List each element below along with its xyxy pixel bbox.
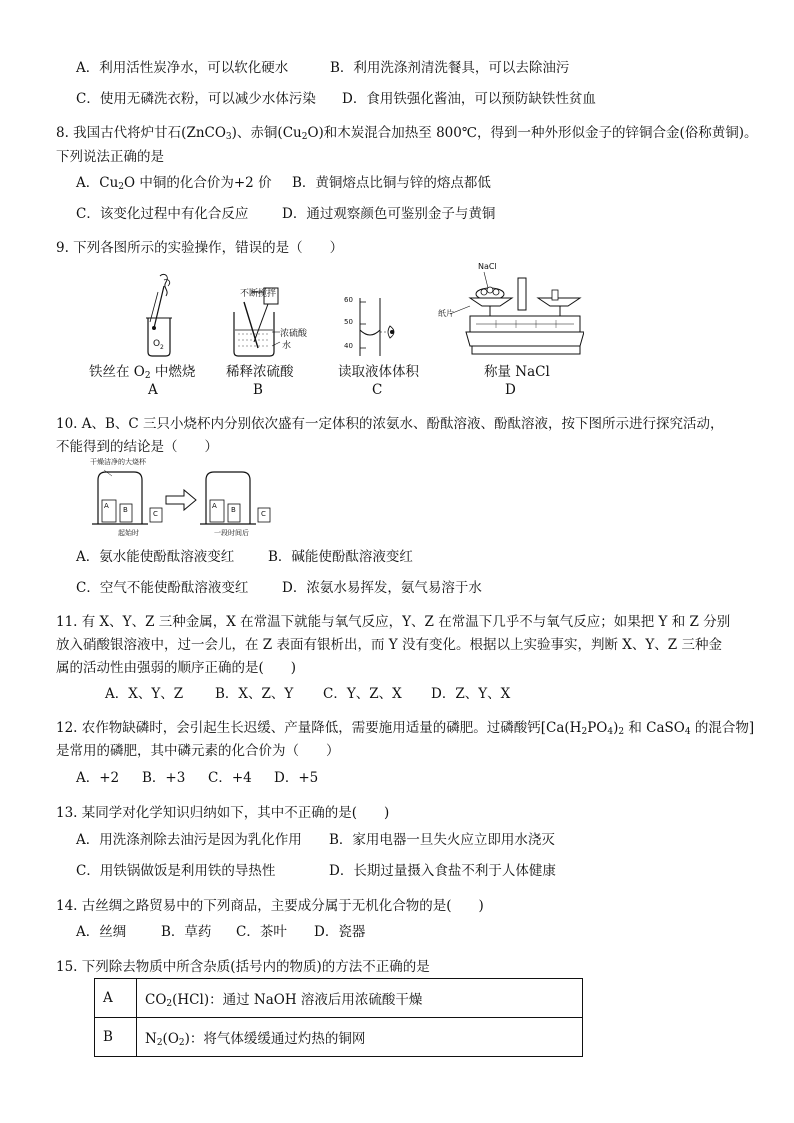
- q10-fig-b1: B: [123, 506, 128, 514]
- q14-option-d: D．瓷器: [314, 924, 366, 940]
- fig-b-letter: B: [253, 382, 263, 398]
- q11-option-d: D．Z、Y、X: [431, 686, 511, 702]
- q8-option-c: C．该变化过程中有化合反应: [76, 206, 249, 222]
- q10-stem-line1: 10. A、B、C 三只小烧杯内分别依次盛有一定体积的浓氨水、酚酞溶液、酚酞溶液，按下图所示进行探究活动，: [56, 416, 724, 432]
- q14-option-a: A．丝绸: [76, 924, 127, 940]
- fig-b-acid-label: 浓硫酸: [280, 329, 308, 339]
- q13-stem: 13. 某同学对化学知识归纳如下，其中不正确的是( ): [56, 805, 390, 821]
- q8-stem-line1: 8. 我国古代将炉甘石(ZnCO$_3$)、赤铜$(Cu_2O)$和木炭混合加热至 800℃，得到一种外形似金子的锌铜合金(俗称黄铜)。: [56, 125, 758, 142]
- read-liquid-volume-figure: [346, 294, 406, 358]
- q10-fig-c2: C: [261, 510, 266, 518]
- q15-row-b-method: $N_2(O_2)$：将气体缓缓通过灼热的铜网: [137, 1018, 583, 1057]
- fig-c-tick-60: 60: [344, 296, 353, 304]
- fig-a-label: 铁丝在 $O_2$ 中燃烧: [89, 364, 196, 381]
- q11-option-b: B．X、Z、Y: [215, 686, 294, 702]
- q9-stem: 9. 下列各图所示的实验操作，错误的是（ ）: [56, 240, 344, 256]
- q10-fig-a1: A: [104, 502, 109, 510]
- q12-option-c: C．+4: [208, 770, 252, 786]
- q7-option-c: C．使用无磷洗衣粉，可以减少水体污染: [76, 91, 316, 107]
- q12-stem-line1: 12. 农作物缺磷时，会引起生长迟缓、产量降低，需要施用适量的磷肥。过磷酸钙[$Ca(H_2PO_4)_2$ 和 CaSO$_4$ 的混合物]: [56, 720, 755, 737]
- fig-a-letter: A: [148, 382, 158, 398]
- q11-stem-line2: 放入硝酸银溶液中，过一会儿，在 Z 表面有银析出，而 Y 没有变化。根据以上实验事实，判断 X、Y、Z 三种金: [56, 637, 722, 653]
- q11-option-a: A．X、Y、Z: [105, 686, 184, 702]
- table-row: [95, 979, 583, 1018]
- q14-stem: 14. 古丝绸之路贸易中的下列商品，主要成分属于无机化合物的是( ): [56, 898, 484, 914]
- q10-fig-b2: B: [231, 506, 236, 514]
- q13-option-d: D．长期过量摄入食盐不利于人体健康: [329, 863, 556, 879]
- q15-stem: 15. 下列除去物质中所含杂质(括号内的物质)的方法不正确的是: [56, 959, 430, 975]
- q14-option-b: B．草药: [161, 924, 212, 940]
- q10-fig-later-label: 一段时间后: [214, 529, 249, 537]
- q8-option-a: A．$Cu_2O$ 中铜的化合价为+2 价: [76, 175, 272, 192]
- fig-d-letter: D: [505, 382, 516, 398]
- q11-stem-line3: 属的活动性由强弱的顺序正确的是( ): [56, 660, 297, 676]
- q8-option-d: D．通过观察颜色可鉴别金子与黄铜: [282, 206, 496, 222]
- q15-options-table: [94, 978, 583, 1057]
- q12-option-d: D．+5: [274, 770, 319, 786]
- fig-d-paper-label: 纸片: [438, 309, 454, 318]
- svg-text:O: O: [153, 339, 161, 349]
- fig-d-nacl-label: NaCl: [478, 262, 497, 271]
- q10-stem-line2: 不能得到的结论是（ ）: [56, 439, 218, 455]
- q10-option-b: B．碱能使酚酞溶液变红: [268, 549, 413, 565]
- q10-fig-top-label: 干燥洁净的大烧杯: [90, 458, 146, 466]
- q14-option-c: C．茶叶: [236, 924, 287, 940]
- q10-fig-start-label: 起始时: [118, 529, 139, 537]
- fig-b-label: 稀释浓硫酸: [226, 364, 294, 380]
- q7-option-d: D．食用铁强化酱油，可以预防缺铁性贫血: [342, 91, 596, 107]
- weigh-nacl-balance-figure: [436, 262, 584, 360]
- q15-row-b-key: B: [95, 1018, 137, 1057]
- q10-fig-a2: A: [212, 502, 217, 510]
- iron-wire-combustion-figure: [134, 272, 184, 358]
- q10-option-d: D．浓氨水易挥发，氨气易溶于水: [282, 580, 482, 596]
- q13-option-c: C．用铁锅做饭是利用铁的导热性: [76, 863, 276, 879]
- fig-c-tick-50: 50: [344, 318, 353, 326]
- q12-stem-line2: 是常用的磷肥，其中磷元素的化合价为（ ）: [56, 743, 340, 759]
- q13-option-b: B．家用电器一旦失火应立即用水浇灭: [329, 832, 555, 848]
- q10-option-a: A．氨水能使酚酞溶液变红: [76, 549, 235, 565]
- q12-option-a: A．+2: [76, 770, 120, 786]
- q11-option-c: C．Y、Z、X: [323, 686, 402, 702]
- fig-c-tick-40: 40: [344, 342, 353, 350]
- fig-d-label: 称量 NaCl: [484, 364, 550, 380]
- fig-c-letter: C: [372, 382, 383, 398]
- fig-b-water-label: 水: [282, 341, 292, 351]
- svg-text:2: 2: [160, 344, 164, 351]
- fig-b-stir-label: 不断搅拌: [240, 289, 277, 299]
- q15-row-a-key: A: [95, 979, 137, 1018]
- q13-option-a: A．用洗涤剂除去油污是因为乳化作用: [76, 832, 302, 848]
- q8-option-b: B．黄铜熔点比铜与锌的熔点都低: [292, 175, 491, 191]
- q7-option-a: A．利用活性炭净水，可以软化硬水: [76, 60, 289, 76]
- q12-option-b: B．+3: [142, 770, 186, 786]
- q15-row-a-method: $CO_2(HCl)$：通过 NaOH 溶液后用浓硫酸干燥: [137, 979, 583, 1018]
- q10-fig-c1: C: [153, 510, 158, 518]
- q10-option-c: C．空气不能使酚酞溶液变红: [76, 580, 249, 596]
- q8-stem-line2: 下列说法正确的是: [56, 149, 164, 165]
- q7-option-b: B．利用洗涤剂清洗餐具，可以去除油污: [330, 60, 570, 76]
- table-row: [95, 1018, 583, 1057]
- q11-stem-line1: 11. 有 X、Y、Z 三种金属，X 在常温下就能与氧气反应，Y、Z 在常温下几乎不与氧气反应；如果把 Y 和 Z 分别: [56, 614, 731, 630]
- fig-c-label: 读取液体体积: [338, 364, 419, 380]
